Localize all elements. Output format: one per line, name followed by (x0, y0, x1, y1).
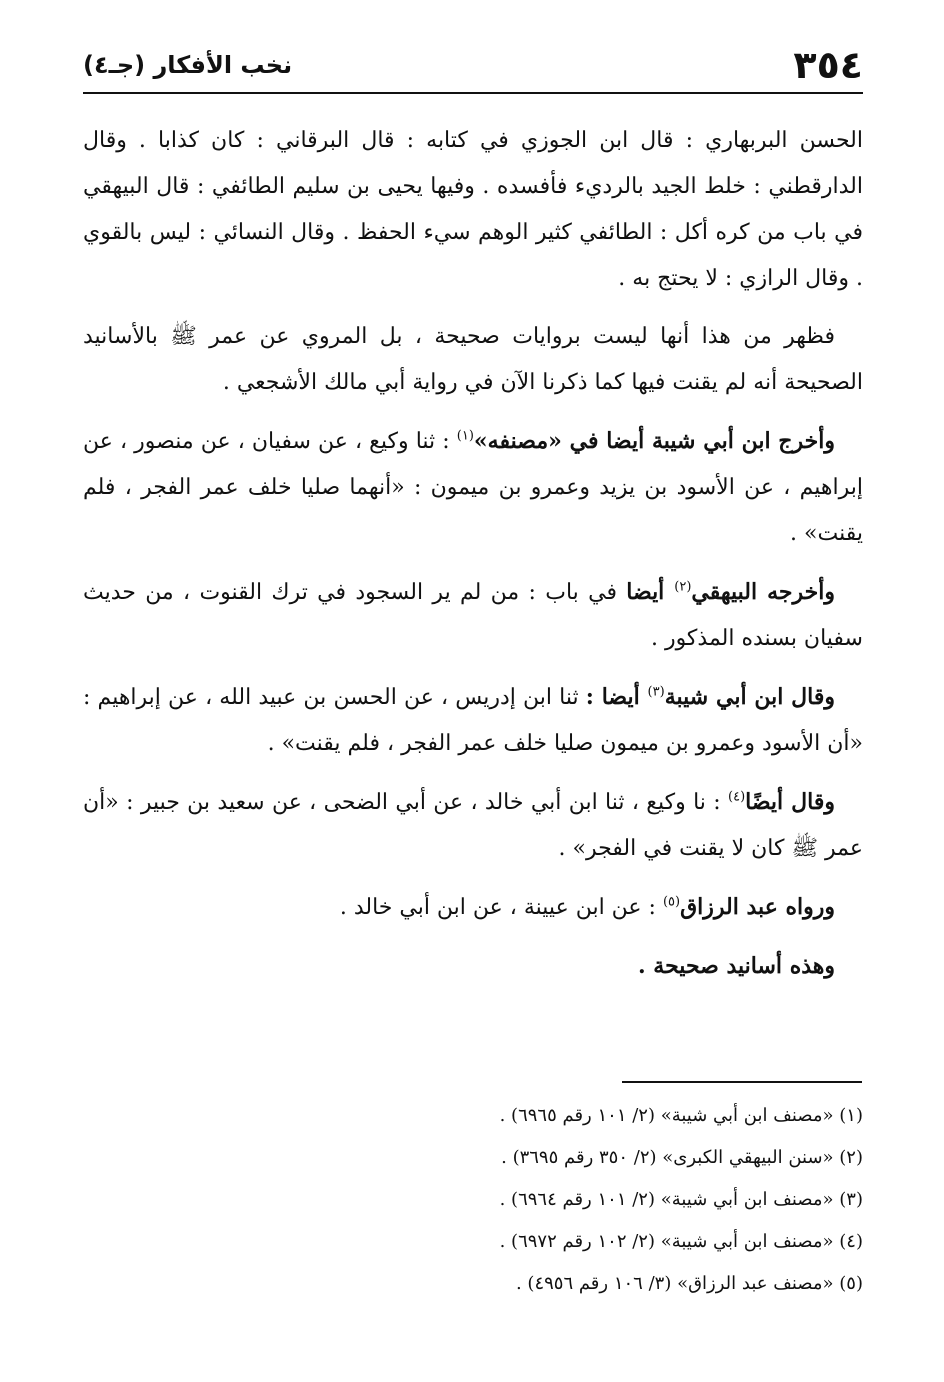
paragraph-3-lead: وأخرج ابن أبي شيبة أيضا في «مصنفه» (473, 428, 835, 454)
paragraph-7 (83, 884, 863, 931)
paragraph-5-lead-2: أيضا : (585, 684, 648, 710)
paragraph-3-text: : ثنا وكيع ، عن سفيان ، عن منصور ، عن إبراهيم ، عن الأسود بن يزيد وعمرو بن ميمون : «أنهما صليا خلف عمر الفجر ، فلم يقنت» . (83, 429, 863, 546)
page-number: ٣٥٤ (793, 43, 863, 87)
paragraph-4 (83, 569, 863, 662)
footnote-ref-5: (٥) (662, 894, 681, 910)
paragraph-4-lead: وأخرجه البيهقي (691, 579, 835, 605)
paragraph-1: الحسن البربهاري : قال ابن الجوزي في كتابه : قال البرقاني : كان كذابا . وقال الدارقطني : خلط الجيد بالرديء فأفسده . وفيها يحيى بن سليم الطائفي : قال البيهقي في باب من كره أكل : الطائفي كثير الوهم سيء الحفظ . وقال النسائي : ليس بالقوي . وقال الرازي : لا يحتج به . (83, 128, 863, 291)
paragraph-8 (83, 943, 863, 990)
footnote-ref-2: (٢) (674, 579, 692, 595)
paragraph-5-text: ثنا ابن إدريس ، عن الحسن بن عبيد الله ، عن إبراهيم : «أن الأسود وعمرو بن ميمون صليا خلف عمر الفجر ، فلم يقنت» . (83, 685, 863, 756)
footnote-1: (١) «مصنف ابن أبي شيبة» (٢/ ١٠١ رقم ٦٩٦٥) . (499, 1105, 863, 1126)
footnote-divider (622, 1081, 862, 1083)
paragraph-6-lead: وقال أيضًا (745, 789, 835, 815)
footnote-5: (٥) «مصنف عبد الرزاق» (٣/ ١٠٦ رقم ٤٩٥٦) . (515, 1273, 863, 1294)
footnote-ref-3: (٣) (647, 684, 665, 700)
footnote-2: (٢) «سنن البيهقي الكبرى» (٢/ ٣٥٠ رقم ٣٦٩٥) . (501, 1147, 863, 1168)
paragraph-5 (83, 674, 863, 767)
paragraph-7-text: : عن ابن عيينة ، عن ابن أبي خالد . (339, 895, 663, 920)
paragraph-7-lead: ورواه عبد الرزاق (680, 894, 835, 920)
footnote-ref-4: (٤) (728, 789, 746, 805)
paragraph-2: فظهر من هذا أنها ليست بروايات صحيحة ، بل المروي عن عمر ﷺ بالأسانيد الصحيحة أنه لم يقنت فيها كما ذكرنا الآن في رواية أبي مالك الأشجعي . (83, 324, 863, 395)
page-header (83, 38, 863, 94)
running-title: نخب الأفكار (جـ٤) (83, 51, 293, 79)
paragraph-6-text: : نا وكيع ، ثنا ابن أبي خالد ، عن أبي الضحى ، عن سعيد بن جبير : «أن عمر ﷺ كان لا يقنت في الفجر» . (83, 790, 863, 861)
footnote-ref-1: (١) (456, 428, 474, 444)
paragraph-4-text: في باب : من لم ير السجود في ترك القنوت ، من حديث سفيان بسنده المذكور . (83, 580, 863, 651)
paragraph-5-lead: وقال ابن أبي شيبة (664, 684, 835, 710)
footnote-3: (٣) «مصنف ابن أبي شيبة» (٢/ ١٠١ رقم ٦٩٦٤) . (499, 1189, 863, 1210)
paragraph-4-lead-2: أيضا (626, 579, 675, 605)
paragraph-8-text: وهذه أسانيد صحيحة . (637, 953, 835, 979)
footnote-4: (٤) «مصنف ابن أبي شيبة» (٢/ ١٠٢ رقم ٦٩٧٢) . (499, 1231, 863, 1252)
body-text (83, 118, 863, 1002)
paragraph-3 (83, 418, 863, 557)
footnotes (83, 1095, 863, 1305)
paragraph-6 (83, 779, 863, 872)
